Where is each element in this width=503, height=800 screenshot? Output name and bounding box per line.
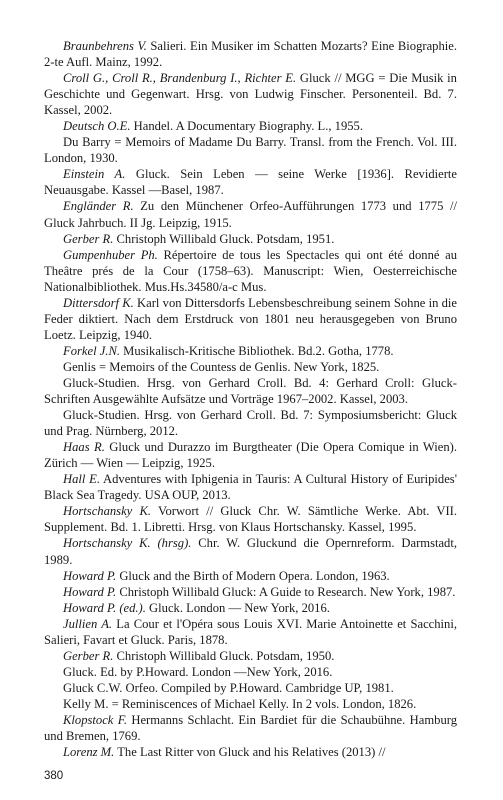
entry-author: Hortschansky K.	[63, 504, 152, 519]
entry-author: Hall E.	[63, 472, 100, 487]
bibliography-entry	[44, 134, 457, 166]
bibliography-entry	[44, 471, 457, 503]
entry-author: Jullien A.	[63, 616, 113, 631]
bibliography-entry	[44, 38, 457, 70]
bibliography-entry	[44, 584, 457, 600]
bibliography-entry	[44, 231, 457, 247]
entry-text: Répertoire de tous les Spectacles qui ont été donné au Theâtre prés de la Cour (1758–63). Manuscript: Wien, Oesterreichische Nationalbibliothek. Mus.Hs.34580/a-c Mus.	[44, 247, 457, 294]
entry-author: Braunbehrens V.	[63, 39, 147, 53]
entry-text: Kelly M. = Reminiscences of Michael Kelly. In 2 vols. London, 1826.	[63, 696, 417, 711]
bibliography-entry	[44, 343, 457, 359]
entry-text: Gluck-Studien. Hrsg. von Gerhard Croll. Bd. 7: Symposiumsbericht: Gluck und Prag. Nürnberg, 2012.	[44, 408, 457, 439]
entry-text: Christoph Willibald Gluck. Potsdam, 1950.	[113, 648, 335, 663]
entry-text: Hermanns Schlacht. Ein Bardiet für die Schaubühne. Hamburg und Bremen, 1769.	[44, 712, 457, 744]
bibliography-entry	[44, 503, 457, 535]
bibliography-entry	[44, 600, 457, 616]
entry-text: Musikalisch-Kritische Bibliothek. Bd.2. Gotha, 1778.	[120, 343, 394, 358]
entry-author: Howard P.	[63, 584, 117, 599]
bibliography-entry	[44, 118, 457, 134]
bibliography-entry	[44, 696, 457, 712]
entry-text: Gluck. Ed. by P.Howard. London —New York, 2016.	[63, 664, 333, 679]
entry-text: The Last Ritter von Gluck and his Relatives (2013) //	[114, 745, 386, 760]
bibliography-entry	[44, 439, 457, 471]
bibliography-entry	[44, 295, 457, 343]
entry-text: Gluck C.W. Orfeo. Compiled by P.Howard. Cambridge UP, 1981.	[63, 680, 394, 695]
entry-author: Croll G., Croll R., Brandenburg I., Richter E.	[63, 71, 297, 86]
bibliography-entry	[44, 664, 457, 680]
entry-text: Salieri. Ein Musiker im Schatten Mozarts? Eine Biographie. 2-te Aufl. Mainz, 1992.	[44, 39, 457, 70]
bibliography-entry	[44, 198, 457, 230]
bibliography-entry	[44, 359, 457, 375]
bibliography-entry	[44, 648, 457, 664]
entry-text: Chr. W. Gluckund die Opernreform. Darmstadt, 1989.	[44, 536, 458, 567]
bibliography-entry	[44, 535, 457, 567]
entry-text: Christoph Willibald Gluck. Potsdam, 1951.	[113, 231, 335, 246]
entry-text: Karl von Dittersdorfs Lebensbeschreibung seinem Sohne in die Feder diktiert. Nach dem Erstdruck von 1801 neu herausgegeben von Bruno Loetz. Leipzig, 1940.	[44, 295, 457, 342]
entry-author: Einstein A.	[63, 167, 126, 182]
bibliography-entry	[44, 375, 457, 407]
entry-author: Deutsch O.E.	[63, 119, 131, 134]
entry-author: Klopstock F.	[63, 712, 127, 727]
entry-text: La Cour et l'Opéra sous Louis XVI. Marie Antoinette et Sacchini, Salieri, Favart et Gluck. Paris, 1878.	[44, 616, 457, 647]
entry-text: Gluck-Studien. Hrsg. von Gerhard Croll. Bd. 4: Gerhard Croll: Gluck-Schriften Ausgewählte Aufsätze und Vorträge 1967–2002. Kassel, 2003.	[44, 375, 457, 407]
entry-author: Engländer R.	[63, 199, 134, 214]
entry-author: Lorenz M.	[63, 745, 115, 760]
entry-author: Gumpenhuber Ph.	[63, 247, 158, 262]
entry-text: Adventures with Iphigenia in Tauris: A Cultural History of Euripides' Black Sea Tragedy. USA OUP, 2013.	[44, 472, 457, 503]
bibliography-entry	[44, 70, 457, 118]
entry-author: Forkel J.N.	[63, 343, 121, 358]
entry-author: Howard P. (ed.).	[63, 600, 146, 615]
entry-text: Handel. A Documentary Biography. L., 1955.	[130, 119, 363, 134]
entry-text: Gluck. Sein Leben — seine Werke [1936]. Revidierte Neuausgabe. Kassel —Basel, 1987.	[44, 167, 457, 198]
bibliography-entry	[44, 166, 457, 198]
bibliography-entry	[44, 680, 457, 696]
entry-text: Gluck and the Birth of Modern Opera. London, 1963.	[116, 568, 390, 583]
entry-text: Gluck // MGG = Die Musik in Geschichte und Gegenwart. Hrsg. von Ludwig Finscher. Personenteil. Bd. 7. Kassel, 2002.	[44, 71, 457, 118]
entry-text: Genlis = Memoirs of the Countess de Genlis. New York, 1825.	[63, 359, 380, 374]
entry-text: Vorwort // Gluck Chr. W. Sämtliche Werke. Abt. VII. Supplement. Bd. 1. Libretti. Hrsg. von Klaus Hortschansky. Kassel, 1995.	[44, 504, 457, 535]
entry-author: Gerber R.	[63, 648, 114, 663]
bibliography-list	[44, 38, 457, 760]
bibliography-entry	[44, 712, 457, 744]
page-number: 380	[44, 770, 64, 782]
bibliography-entry	[44, 568, 457, 584]
entry-text: Zu den Münchener Orfeo-Aufführungen 1773 und 1775 // Gluck Jahrbuch. II Jg. Leipzig, 1915.	[44, 199, 457, 230]
bibliography-entry	[44, 744, 457, 760]
bibliography-entry	[44, 247, 457, 295]
entry-text: Gluck. London — New York, 2016.	[145, 600, 330, 615]
entry-text: Gluck und Durazzo im Burgtheater (Die Opera Comique in Wien). Zürich — Wien — Leipzig, 1925.	[44, 440, 457, 471]
bibliography-entry	[44, 616, 457, 648]
entry-author: Hortschansky K. (hrsg).	[63, 536, 192, 551]
entry-author: Haas R.	[63, 440, 105, 455]
entry-author: Dittersdorf K.	[63, 295, 134, 310]
bibliography-entry	[44, 407, 457, 439]
entry-author: Gerber R.	[63, 231, 114, 246]
entry-text: Christoph Willibald Gluck: A Guide to Research. New York, 1987.	[116, 584, 456, 599]
entry-text: Du Barry = Memoirs of Madame Du Barry. Transl. from the French. Vol. III. London, 1930.	[44, 135, 457, 166]
entry-author: Howard P.	[63, 568, 117, 583]
